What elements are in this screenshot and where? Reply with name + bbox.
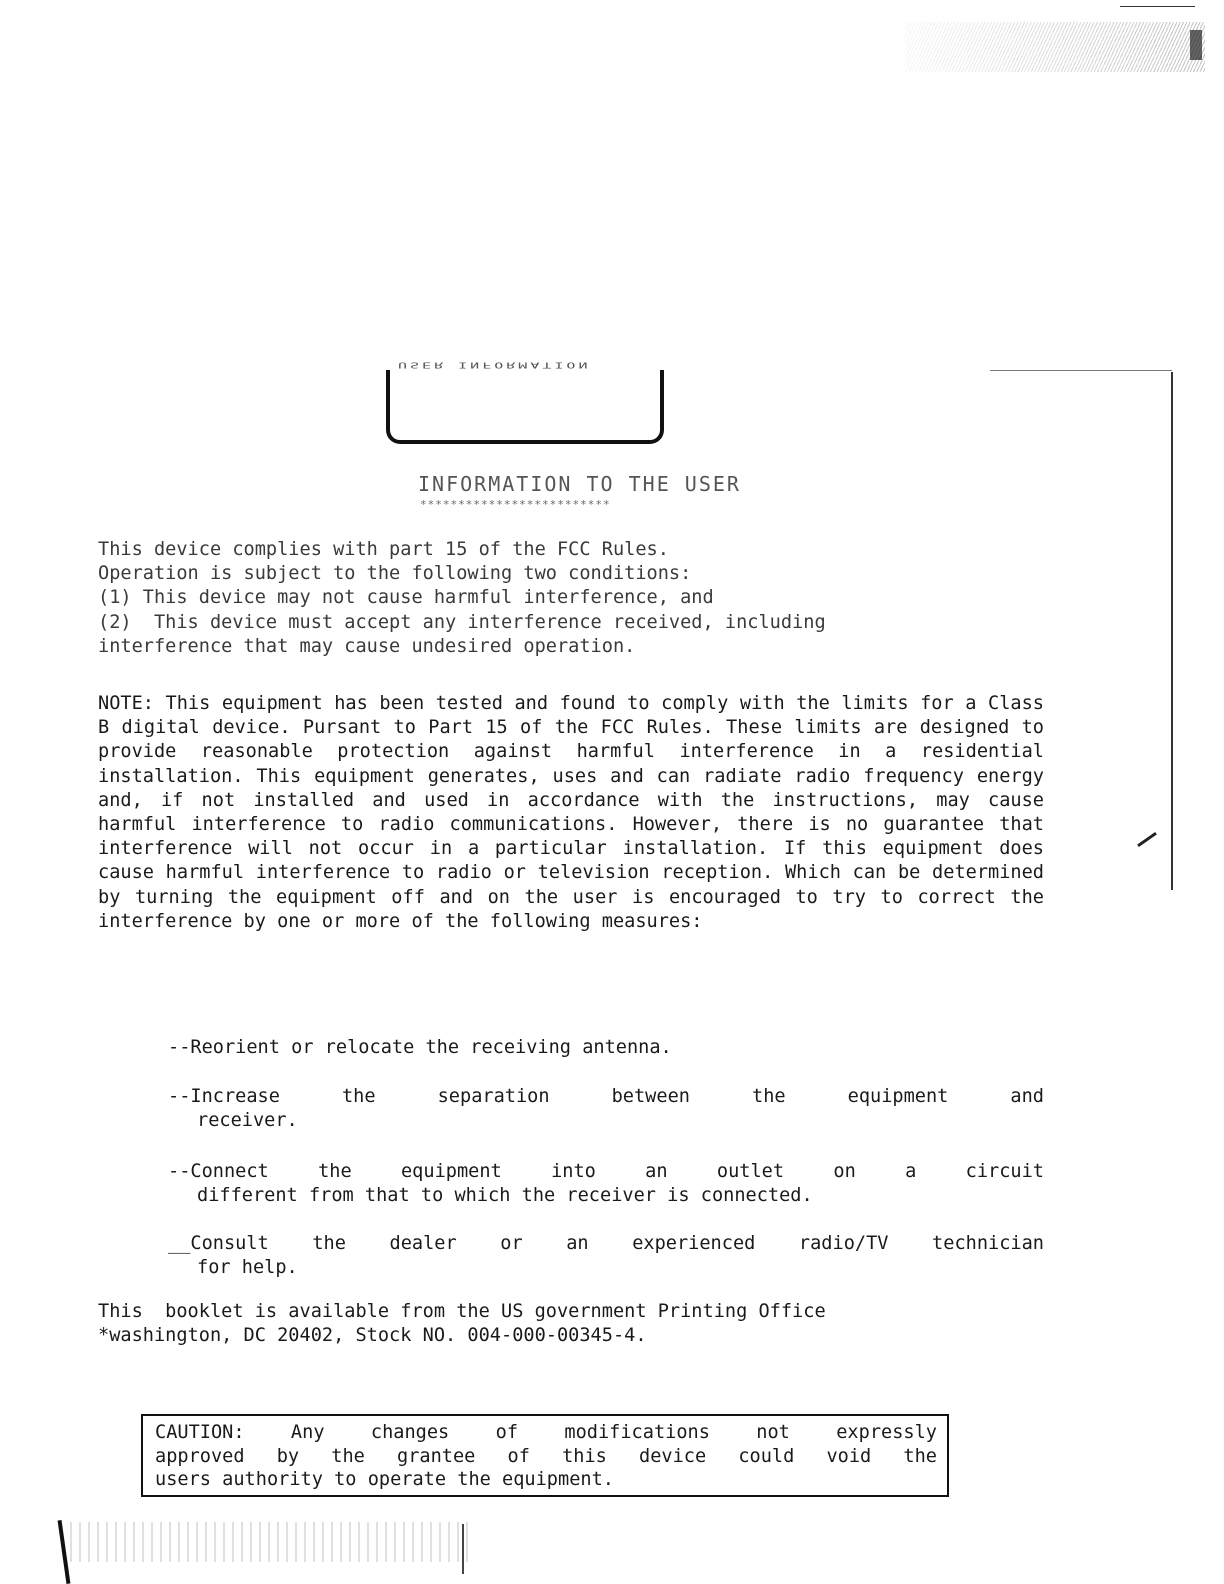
title-underline: ************************* <box>420 498 611 511</box>
scan-mark-top <box>1190 30 1202 60</box>
section-tab-label: USER INFORMATION <box>398 360 591 370</box>
compliance-statement <box>98 538 1044 659</box>
scan-divider-bottom <box>462 1524 464 1574</box>
booklet-line: This booklet is available from the US government Printing Office <box>98 1301 826 1322</box>
note-paragraph: NOTE: This equipment has been tested and found to comply with the limits for a Class B digital device. Pursant to Part 15 of the FCC Rules. These limits are designed to provide reasonable protection against harmful interference in a residential installation. This equipment generates, uses and can radiate radio frequency energy and, if not installed and used in accordance with the instructions, may cause harmful interference to radio communications. However, there is no guarantee that interference will not occur in a particular installation. If this equipment does cause harmful interference to radio or television reception. Which can be determined by turning the equipment off and on the user is encouraged to try to correct the interference by one or more of the following measures: <box>98 693 1044 932</box>
pen-mark <box>1137 832 1157 847</box>
measure-text-continued: receiver. <box>197 1110 298 1131</box>
scan-line-top <box>1120 6 1195 7</box>
scan-noise-bottom <box>70 1522 470 1562</box>
compliance-line: interference that may cause undesired operation. <box>98 635 636 657</box>
measure-item <box>168 1036 1044 1060</box>
margin-rule-top <box>990 370 1172 371</box>
measure-text: __Consult the dealer or an experienced radio/TV technician <box>168 1233 1044 1254</box>
measure-item <box>168 1232 1044 1280</box>
measure-text: --Reorient or relocate the receiving antenna. <box>168 1037 672 1058</box>
margin-rule-right <box>1171 372 1173 890</box>
compliance-line: (1) This device may not cause harmful interference, and <box>98 587 714 609</box>
caution-line: approved by the grantee of this device could void the <box>155 1445 937 1467</box>
measure-item <box>168 1160 1044 1208</box>
scan-noise-top <box>905 22 1205 72</box>
compliance-line: This device complies with part 15 of the FCC Rules. <box>98 539 669 560</box>
scan-edge-bottom <box>58 1520 71 1584</box>
booklet-line: *washington, DC 20402, Stock NO. 004-000-00345-4. <box>98 1325 647 1346</box>
measure-text-continued: for help. <box>197 1257 298 1278</box>
page-title: INFORMATION TO THE USER <box>418 472 741 496</box>
caution-line: CAUTION: Any changes of modifications not expressly <box>155 1422 937 1443</box>
measure-text: --Increase the separation between the equipment and <box>168 1086 1044 1107</box>
measure-text: --Connect the equipment into an outlet on a circuit <box>168 1161 1044 1182</box>
compliance-line: Operation is subject to the following two conditions: <box>98 563 692 585</box>
caution-line: users authority to operate the equipment. <box>155 1469 614 1490</box>
caution-box <box>141 1414 949 1497</box>
measure-text-continued: different from that to which the receiver is connected. <box>197 1185 813 1206</box>
section-tab <box>386 370 664 444</box>
measure-item <box>168 1085 1044 1133</box>
booklet-notice <box>98 1300 1044 1348</box>
compliance-line: (2) This device must accept any interference received, including <box>98 611 826 633</box>
